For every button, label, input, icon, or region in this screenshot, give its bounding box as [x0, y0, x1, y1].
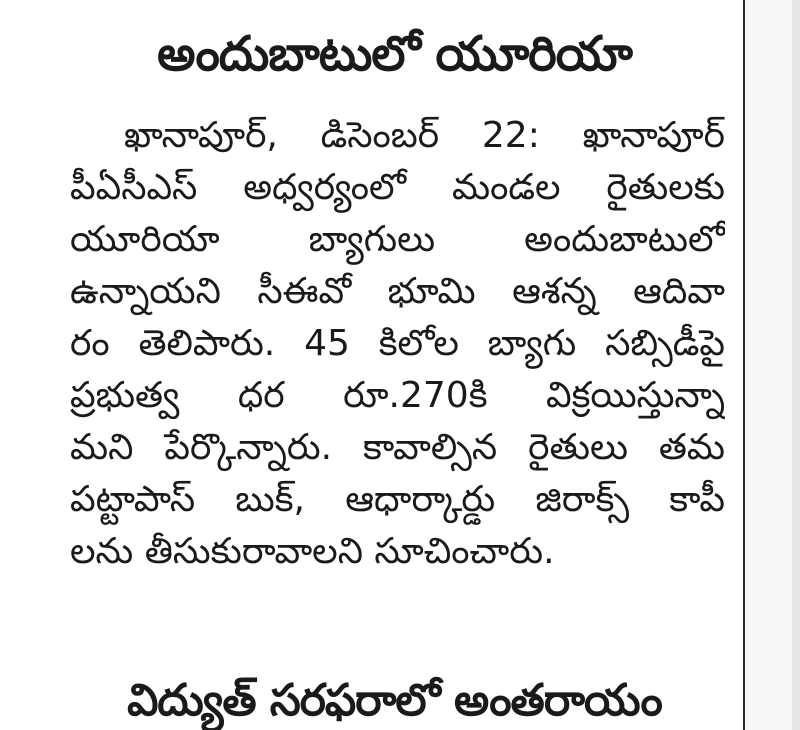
article-body: [70, 110, 725, 578]
article-line: పట్టాపాస్ బుక్, ఆధార్కార్డు జిరాక్స్ కాపీ: [70, 479, 725, 520]
next-article-headline: విద్యుత్ సరఫరాలో అంతరాయం: [127, 675, 662, 726]
article: [62, 0, 727, 730]
page-edge: [792, 0, 800, 730]
article-line: ఉన్నాయని సీఈవో భూమి ఆశన్న ఆదివా: [70, 271, 725, 312]
article-headline: అందుబాటులో యూరియా: [157, 26, 632, 82]
article-line: పీఏసీఎస్ అధ్వర్యంలో మండల రైతులకు: [70, 167, 725, 208]
adjacent-column-strip: [745, 0, 800, 730]
article-line: రం తెలిపారు. 45 కిలోల బ్యాగు సబ్సిడీపై: [70, 323, 725, 364]
article-line: మని పేర్కొన్నారు. కావాల్సిన రైతులు తమ: [70, 427, 725, 468]
article-line: యూరియా బ్యాగులు అందుబాటులో: [70, 219, 725, 260]
article-line: లను తీసుకురావాలని సూచించారు.: [70, 531, 555, 572]
article-line: ఖానాపూర్, డిసెంబర్ 22: ఖానాపూర్: [124, 115, 725, 156]
article-line: ప్రభుత్వ ధర రూ.270కి విక్రయిస్తున్నా: [70, 375, 725, 416]
